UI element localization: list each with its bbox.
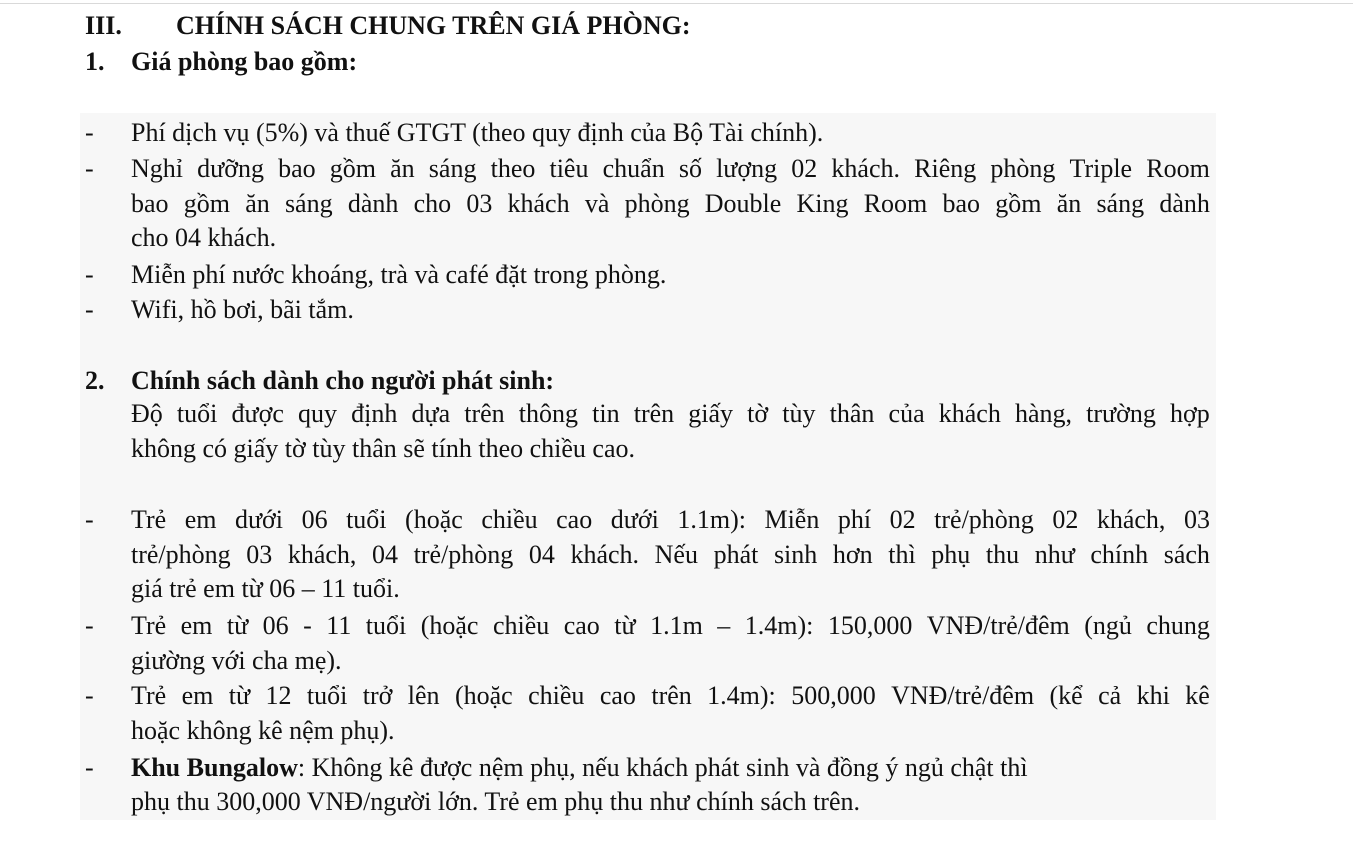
word: sáng bbox=[284, 189, 333, 218]
word: dành bbox=[1159, 189, 1210, 218]
list-item-line bbox=[131, 752, 1028, 784]
word: phí bbox=[837, 505, 872, 534]
word: trẻ/phòng bbox=[413, 540, 514, 569]
word: hơn bbox=[832, 540, 873, 569]
word: được bbox=[231, 399, 284, 428]
word: từ bbox=[228, 681, 251, 710]
word: Room bbox=[863, 189, 928, 218]
word: bao bbox=[278, 154, 316, 183]
list-item-line bbox=[131, 680, 1210, 712]
word: thu bbox=[985, 540, 1020, 569]
list-item-line bbox=[131, 188, 1210, 220]
word: ăn bbox=[1056, 189, 1082, 218]
word: Double bbox=[704, 189, 782, 218]
word: (ngủ bbox=[1084, 611, 1132, 640]
word: khách. bbox=[831, 154, 900, 183]
word: tiêu bbox=[549, 154, 589, 183]
word: phòng bbox=[624, 189, 690, 218]
word: VNĐ/trẻ/đêm bbox=[926, 611, 1070, 640]
word: theo bbox=[490, 154, 536, 183]
word: 06 bbox=[301, 505, 328, 534]
word: Trẻ bbox=[131, 681, 167, 710]
word: dưới bbox=[234, 505, 284, 534]
word: khách bbox=[938, 399, 1001, 428]
word: dựa bbox=[411, 399, 451, 428]
bullet-dash: - bbox=[85, 505, 94, 534]
word: hàng, bbox=[1014, 399, 1073, 428]
word: sáng bbox=[428, 154, 477, 183]
word: thông bbox=[518, 399, 579, 428]
word: ăn bbox=[245, 189, 270, 218]
word: 04 bbox=[528, 540, 555, 569]
word: sách bbox=[1163, 540, 1210, 569]
word: Độ bbox=[131, 399, 163, 428]
word: giấy bbox=[688, 399, 734, 428]
word: cao bbox=[563, 611, 600, 640]
bungalow-text: : Không kê được nệm phụ, nếu khách phát sinh và đồng ý ngủ chật thì bbox=[297, 753, 1028, 782]
list-item-line: Wifi, hồ bơi, bãi tắm. bbox=[131, 295, 354, 324]
part2-heading: Chính sách dành cho người phát sinh: bbox=[131, 366, 555, 395]
word: tuổi bbox=[306, 681, 348, 710]
word: sinh bbox=[773, 540, 818, 569]
word: cho bbox=[413, 189, 452, 218]
word: em bbox=[184, 505, 217, 534]
word: như bbox=[1034, 540, 1075, 569]
word: khách, bbox=[1096, 505, 1166, 534]
word: Triple bbox=[1069, 154, 1133, 183]
word: 06 bbox=[262, 611, 289, 640]
word: cao bbox=[599, 681, 636, 710]
word: định bbox=[351, 399, 398, 428]
word: thì bbox=[888, 540, 916, 569]
bullet-dash: - bbox=[85, 260, 94, 289]
word: hợp bbox=[1170, 399, 1210, 428]
part1-number: 1. bbox=[85, 47, 105, 76]
word: từ bbox=[226, 611, 249, 640]
word: trên bbox=[651, 681, 692, 710]
word: trên bbox=[464, 399, 505, 428]
word: quy bbox=[298, 399, 337, 428]
word: Riêng bbox=[914, 154, 977, 183]
word: thân bbox=[829, 399, 875, 428]
word: Nếu bbox=[654, 540, 698, 569]
word: dưới bbox=[610, 505, 659, 534]
word: Trẻ bbox=[131, 505, 167, 534]
word: VNĐ/trẻ/đêm bbox=[891, 681, 1035, 710]
section-number: III. bbox=[85, 11, 122, 40]
word: tin bbox=[592, 399, 620, 428]
word: tuổi bbox=[346, 505, 387, 534]
word: phụ bbox=[931, 540, 971, 569]
word: lên bbox=[407, 681, 440, 710]
word: tuổi bbox=[365, 611, 407, 640]
word: khách. bbox=[570, 540, 640, 569]
word: (hoặc bbox=[405, 505, 463, 534]
word: tuổi bbox=[176, 399, 218, 428]
part2-intro-line bbox=[131, 398, 1210, 430]
word: chiều bbox=[492, 611, 550, 640]
word: - bbox=[303, 611, 312, 640]
section-title: CHÍNH SÁCH CHUNG TRÊN GIÁ PHÒNG: bbox=[176, 11, 691, 40]
list-item-line: hoặc không kê nệm phụ). bbox=[131, 716, 395, 745]
word: lượng bbox=[716, 154, 778, 183]
list-item-line: giá trẻ em từ 06 – 11 tuổi. bbox=[131, 574, 400, 603]
word: trẻ/phòng bbox=[131, 540, 231, 569]
word: dưỡng bbox=[197, 154, 264, 183]
word: 150,000 bbox=[827, 611, 913, 640]
list-item-line: cho 04 khách. bbox=[131, 223, 277, 252]
word: tờ bbox=[747, 399, 769, 428]
word: Room bbox=[1146, 154, 1210, 183]
word: 04 bbox=[372, 540, 399, 569]
list-item-line bbox=[131, 153, 1210, 185]
word: chiều bbox=[528, 681, 585, 710]
bullet-dash: - bbox=[85, 118, 94, 147]
word: trên bbox=[633, 399, 675, 428]
bullet-dash: - bbox=[85, 154, 94, 183]
word: 1.1m): bbox=[677, 505, 746, 534]
word: chung bbox=[1146, 611, 1210, 640]
word: 03 bbox=[1183, 505, 1210, 534]
list-item-line: giường với cha mẹ). bbox=[131, 646, 342, 675]
word: bao bbox=[131, 189, 169, 218]
word: trường bbox=[1086, 399, 1156, 428]
bullet-dash: - bbox=[85, 611, 94, 640]
word: 02 bbox=[889, 505, 916, 534]
part1-heading: Giá phòng bao gồm: bbox=[131, 47, 358, 76]
word: kê bbox=[1185, 681, 1210, 710]
word: 12 bbox=[265, 681, 292, 710]
word: và bbox=[584, 189, 610, 218]
list-item-line: Miễn phí nước khoáng, trà và café đặt trong phòng. bbox=[131, 260, 667, 289]
word: phòng bbox=[990, 154, 1056, 183]
word: tùy bbox=[782, 399, 816, 428]
word: gồm bbox=[183, 189, 230, 218]
word: trở bbox=[362, 681, 393, 710]
word: Miễn bbox=[764, 505, 820, 534]
part2-number: 2. bbox=[85, 366, 105, 395]
word: dành bbox=[347, 189, 399, 218]
word: King bbox=[796, 189, 849, 218]
word: 11 bbox=[326, 611, 352, 640]
list-item-line: Phí dịch vụ (5%) và thuế GTGT (theo quy định của Bộ Tài chính). bbox=[131, 118, 824, 147]
list-item-line bbox=[131, 610, 1210, 642]
word: 02 bbox=[791, 154, 818, 183]
bullet-dash: - bbox=[85, 295, 94, 324]
list-item-line bbox=[131, 539, 1210, 571]
word: (hoặc bbox=[454, 681, 513, 710]
word: (hoặc bbox=[420, 611, 479, 640]
word: sáng bbox=[1096, 189, 1145, 218]
word: 500,000 bbox=[791, 681, 876, 710]
word: cao bbox=[556, 505, 593, 534]
word: em bbox=[180, 611, 213, 640]
word: từ bbox=[614, 611, 636, 640]
word: 1.4m): bbox=[744, 611, 814, 640]
bungalow-label: Khu Bungalow bbox=[131, 753, 298, 782]
list-item-line bbox=[131, 504, 1210, 536]
word: 03 bbox=[466, 189, 493, 218]
word: Trẻ bbox=[131, 611, 167, 640]
word: bao bbox=[942, 189, 981, 218]
word: (kể bbox=[1049, 681, 1083, 710]
word: ăn bbox=[390, 154, 415, 183]
word: cả bbox=[1098, 681, 1122, 710]
word: Nghỉ bbox=[131, 154, 183, 183]
word: 1.1m bbox=[650, 611, 703, 640]
word: trẻ/phòng bbox=[934, 505, 1034, 534]
bullet-dash: - bbox=[85, 753, 94, 782]
word: số bbox=[678, 154, 702, 183]
word: 02 bbox=[1052, 505, 1079, 534]
word: em bbox=[181, 681, 214, 710]
word: của bbox=[888, 399, 925, 428]
word: gồm bbox=[329, 154, 376, 183]
word: phát bbox=[713, 540, 759, 569]
word: khi bbox=[1136, 681, 1170, 710]
part2-intro-line: không có giấy tờ tùy thân sẽ tính theo chiều cao. bbox=[131, 434, 636, 463]
word: khách, bbox=[287, 540, 357, 569]
word: – bbox=[717, 611, 731, 640]
word: 03 bbox=[246, 540, 273, 569]
word: chính bbox=[1090, 540, 1149, 569]
word: chiều bbox=[481, 505, 538, 534]
word: 1.4m): bbox=[707, 681, 776, 710]
list-item-line: phụ thu 300,000 VNĐ/người lớn. Trẻ em phụ thu như chính sách trên. bbox=[131, 787, 861, 816]
bullet-dash: - bbox=[85, 681, 94, 710]
word: khách bbox=[507, 189, 570, 218]
word: gồm bbox=[995, 189, 1042, 218]
word: chuẩn bbox=[602, 154, 665, 183]
